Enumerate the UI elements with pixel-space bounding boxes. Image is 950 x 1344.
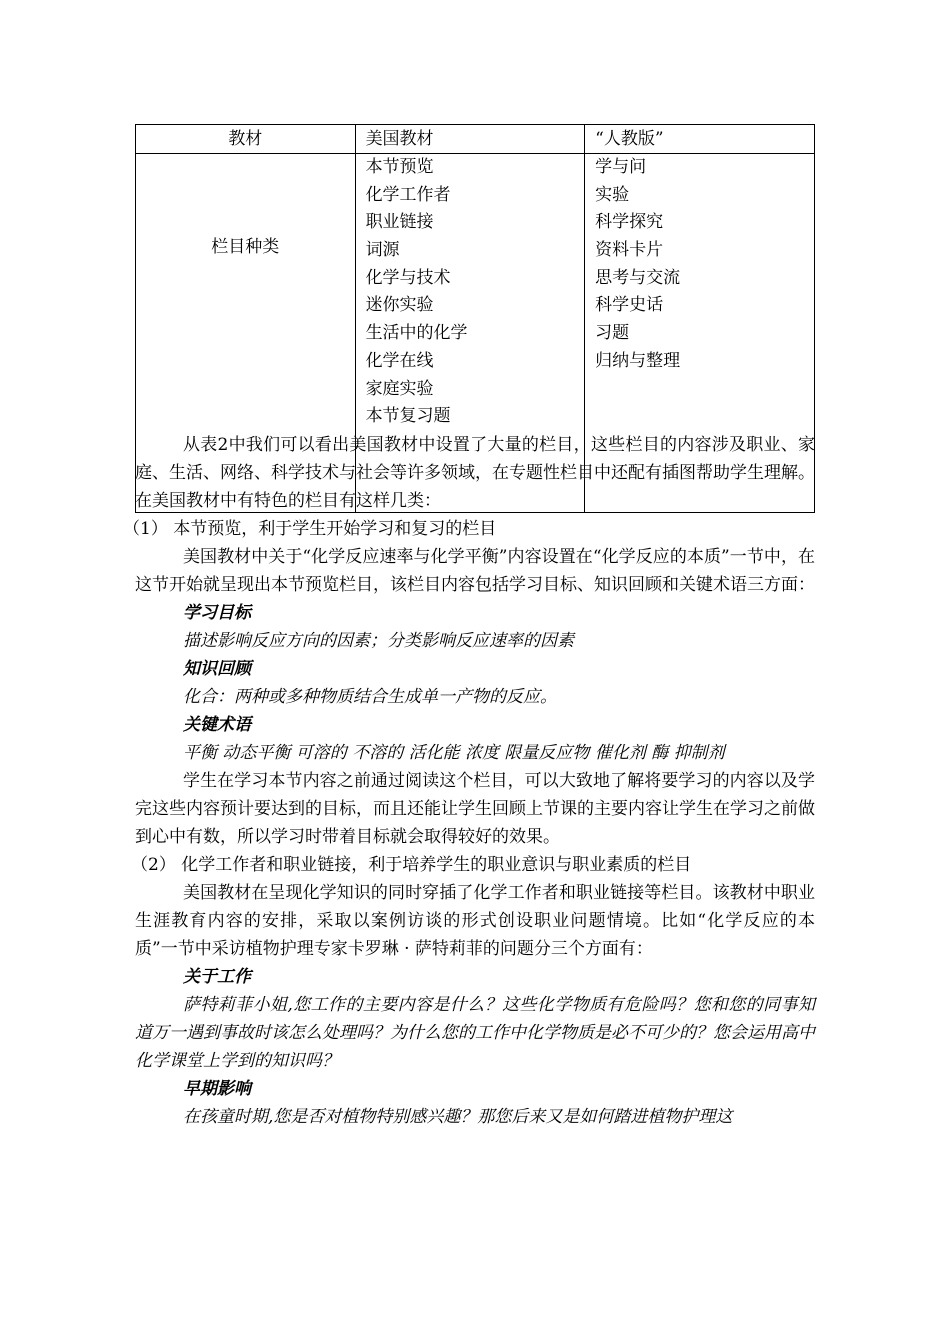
key-terms-text: 平衡 动态平衡 可溶的 不溶的 活化能 浓度 限量反应物 催化剂 酶 抑制剂 xyxy=(183,743,725,763)
list-item: 习题 xyxy=(595,323,630,344)
row-label: 栏目种类 xyxy=(136,154,356,513)
heading-learning-goals: 学习目标 xyxy=(183,603,251,623)
early-influence-text: 在孩童时期,您是否对植物特别感兴趣？那您后来又是如何踏进植物护理这 xyxy=(183,1107,733,1127)
header-cell-textbook: 教材 xyxy=(136,125,356,154)
list-item: 实验 xyxy=(595,184,630,205)
list-item: 化学在线 xyxy=(365,350,434,371)
knowledge-review-text: 化合：两种或多种物质结合生成单一产物的反应。 xyxy=(183,687,557,707)
header-cell-pep: “人教版” xyxy=(585,125,815,154)
section-item-1: （1） 本节预览，利于学生开始学习和复习的栏目 xyxy=(123,519,497,539)
paragraph-effect: 学生在学习本节内容之前通过阅读这个栏目，可以大致地了解将要学习的内容以及学完这些内容预计要达到的目标，而且还能让学生回顾上节课的主要内容让学生在学习之前做到心中有数，所以学习时带着目标就会取得较好的效果。 xyxy=(135,771,815,847)
heading-key-terms: 关键术语 xyxy=(183,715,251,735)
list-item: 家庭实验 xyxy=(365,378,434,399)
list-item: 科学探究 xyxy=(595,212,664,233)
header-cell-us: 美国教材 xyxy=(355,125,585,154)
list-item: 本节复习题 xyxy=(365,406,451,427)
list-item: 职业链接 xyxy=(365,212,434,233)
list-item: 生活中的化学 xyxy=(365,323,468,344)
list-item: 思考与交流 xyxy=(595,267,681,288)
list-item: 学与问 xyxy=(595,157,647,177)
list-item: 词源 xyxy=(365,240,400,261)
paragraph-preview: 美国教材中关于“化学反应速率与化学平衡”内容设置在“化学反应的本质”一节中，在这节开始就呈现出本节预览栏目，该栏目内容包括学习目标、知识回顾和关键术语三方面： xyxy=(135,547,815,595)
paragraph-career: 美国教材在呈现化学知识的同时穿插了化学工作者和职业链接等栏目。该教材中职业生涯教育内容的安排，采取以案例访谈的形式创设职业问题情境。比如“化学反应的本质”一节中采访植物护理专家卡罗琳 · 萨特莉菲的问题分三个方面有： xyxy=(135,883,815,959)
paragraph-intro: 从表2中我们可以看出美国教材中设置了大量的栏目，这些栏目的内容涉及职业、家庭、生活、网络、科学技术与社会等许多领域，在专题性栏目中还配有插图帮助学生理解。在美国教材中有特色的栏目有这样几类： xyxy=(135,435,815,511)
list-item: 科学史话 xyxy=(595,295,664,316)
list-item: 化学与技术 xyxy=(365,267,451,288)
list-item: 资料卡片 xyxy=(595,240,664,261)
list-item: 化学工作者 xyxy=(365,184,451,205)
heading-about-work: 关于工作 xyxy=(183,967,251,987)
body-text xyxy=(123,431,815,1131)
about-work-text: 萨特莉菲小姐,您工作的主要内容是什么？这些化学物质有危险吗？您和您的同事知道万一遇到事故时该怎么处理吗？为什么您的工作中化学物质是必不可少的？您会运用高中化学课堂上学到的知识吗？ xyxy=(135,995,815,1071)
section-item-2: （2） 化学工作者和职业链接，利于培养学生的职业意识与职业素质的栏目 xyxy=(131,855,692,875)
list-item: 归纳与整理 xyxy=(595,350,681,371)
heading-early-influence: 早期影响 xyxy=(183,1079,251,1099)
learning-goals-text: 描述影响反应方向的因素；分类影响反应速率的因素 xyxy=(183,631,574,651)
list-item: 迷你实验 xyxy=(365,295,434,316)
table-header-row xyxy=(136,125,815,154)
heading-knowledge-review: 知识回顾 xyxy=(183,659,251,679)
list-item: 本节预览 xyxy=(365,157,434,177)
